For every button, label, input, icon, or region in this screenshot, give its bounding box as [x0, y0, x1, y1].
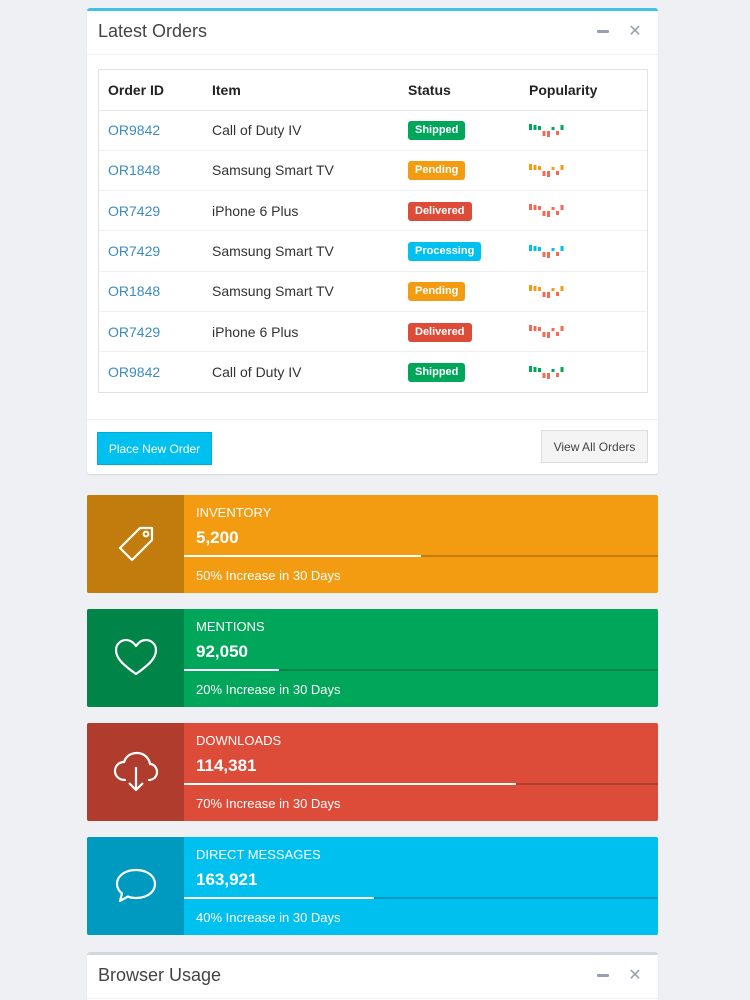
popularity-sparkline — [529, 163, 569, 179]
popularity-cell — [520, 352, 647, 392]
view-all-orders-button[interactable]: View All Orders — [541, 430, 648, 463]
progress-track — [184, 669, 658, 671]
item-cell: Samsung Smart TV — [203, 271, 399, 311]
sparkline-bar — [538, 327, 541, 331]
box-footer — [87, 419, 658, 473]
info-box-number: 163,921 — [196, 870, 258, 889]
order-id-link[interactable]: OR9842 — [108, 122, 161, 139]
sparkline-bar — [534, 125, 537, 130]
progress-bar — [184, 669, 279, 671]
status-cell — [399, 110, 520, 150]
status-badge: Pending — [408, 282, 465, 301]
table-row — [99, 191, 647, 231]
popularity-sparkline — [529, 324, 569, 340]
sparkline-bar — [534, 367, 537, 372]
status-cell — [399, 311, 520, 351]
status-badge: Shipped — [408, 363, 465, 382]
status-cell — [399, 191, 520, 231]
item-cell: Call of Duty IV — [203, 110, 399, 150]
sparkline-bar — [529, 366, 532, 372]
order-id-link[interactable]: OR7429 — [108, 202, 161, 219]
status-badge: Pending — [408, 161, 465, 180]
cloud-download-icon — [87, 723, 184, 821]
status-badge: Processing — [408, 242, 481, 261]
sparkline-bar — [561, 246, 564, 251]
tag-icon — [87, 495, 184, 593]
order-id-link[interactable]: OR9842 — [108, 364, 161, 381]
sparkline-bar — [561, 205, 564, 210]
column-header-status: Status — [399, 70, 520, 110]
sparkline-bar — [556, 171, 559, 175]
popularity-cell — [520, 231, 647, 271]
status-badge: Delivered — [408, 323, 472, 342]
info-box-inventory — [87, 495, 658, 593]
popularity-sparkline — [529, 365, 569, 381]
place-new-order-button[interactable]: Place New Order — [97, 432, 212, 465]
orders-table-wrapper — [98, 69, 648, 393]
sparkline-bar — [543, 171, 546, 176]
order-id-cell — [99, 352, 203, 392]
popularity-sparkline — [529, 123, 569, 139]
info-box-direct-messages — [87, 837, 658, 935]
order-id-cell — [99, 150, 203, 190]
info-box-number: 114,381 — [196, 756, 257, 775]
sparkline-bar — [534, 165, 537, 170]
progress-description: 70% Increase in 30 Days — [196, 796, 341, 811]
status-cell — [399, 231, 520, 271]
order-id-cell — [99, 110, 203, 150]
popularity-cell — [520, 110, 647, 150]
sparkline-bar — [552, 127, 555, 130]
column-header-item: Item — [203, 70, 399, 110]
sparkline-bar — [538, 126, 541, 130]
box-tools — [594, 966, 644, 984]
popularity-cell — [520, 150, 647, 190]
order-id-link[interactable]: OR1848 — [108, 162, 161, 179]
sparkline-bar — [556, 373, 559, 377]
info-box-downloads — [87, 723, 658, 821]
sparkline-bar — [534, 286, 537, 291]
sparkline-bar — [552, 248, 555, 251]
latest-orders-box — [87, 8, 658, 474]
sparkline-bar — [552, 328, 555, 331]
orders-table-body — [99, 110, 647, 392]
remove-button[interactable] — [626, 966, 644, 984]
item-cell: Samsung Smart TV — [203, 231, 399, 271]
sparkline-bar — [529, 245, 532, 251]
sparkline-bar — [552, 207, 555, 210]
sparkline-bar — [552, 369, 555, 372]
sparkline-bar — [529, 285, 532, 291]
box-title: Latest Orders — [98, 21, 208, 41]
sparkline-bar — [529, 164, 532, 170]
orders-table — [99, 70, 647, 392]
sparkline-bar — [547, 171, 550, 177]
progress-description: 50% Increase in 30 Days — [196, 568, 341, 583]
info-box-content — [184, 609, 658, 707]
sparkline-bar — [543, 252, 546, 257]
status-badge: Shipped — [408, 121, 465, 140]
status-cell — [399, 150, 520, 190]
order-id-cell — [99, 231, 203, 271]
info-box-content — [184, 495, 658, 593]
sparkline-bar — [561, 165, 564, 170]
browser-usage-box — [87, 952, 658, 1000]
sparkline-bar — [534, 205, 537, 210]
sparkline-bar — [538, 247, 541, 251]
status-badge: Delivered — [408, 202, 472, 221]
sparkline-bar — [556, 131, 559, 135]
order-id-link[interactable]: OR7429 — [108, 323, 161, 340]
table-row — [99, 311, 647, 351]
sparkline-bar — [543, 373, 546, 378]
sparkline-bar — [534, 246, 537, 251]
order-id-link[interactable]: OR7429 — [108, 243, 161, 260]
popularity-sparkline — [529, 203, 569, 219]
table-row — [99, 271, 647, 311]
sparkline-bar — [561, 125, 564, 130]
info-box-label: DIRECT MESSAGES — [196, 847, 321, 862]
sparkline-bar — [543, 211, 546, 216]
sparkline-bar — [538, 206, 541, 210]
sparkline-bar — [561, 286, 564, 291]
info-box-label: MENTIONS — [196, 619, 265, 634]
popularity-cell — [520, 311, 647, 351]
item-cell: iPhone 6 Plus — [203, 311, 399, 351]
info-box-label: DOWNLOADS — [196, 733, 282, 748]
item-cell: Samsung Smart TV — [203, 150, 399, 190]
progress-track — [184, 897, 658, 899]
box-header — [87, 11, 658, 55]
order-id-cell — [99, 191, 203, 231]
sparkline-bar — [547, 292, 550, 298]
progress-bar — [184, 897, 374, 899]
box-title: Browser Usage — [98, 965, 222, 985]
item-cell: Call of Duty IV — [203, 352, 399, 392]
progress-bar — [184, 555, 421, 557]
remove-button[interactable] — [626, 22, 644, 40]
status-cell — [399, 352, 520, 392]
column-header-order-id: Order ID — [99, 70, 203, 110]
close-icon: ✕ — [628, 967, 642, 984]
sparkline-bar — [552, 288, 555, 291]
sparkline-bar — [529, 204, 532, 210]
progress-description: 20% Increase in 30 Days — [196, 682, 341, 697]
sparkline-bar — [538, 287, 541, 291]
progress-track — [184, 783, 658, 785]
table-row — [99, 150, 647, 190]
info-box-content — [184, 837, 658, 935]
sparkline-bar — [534, 326, 537, 331]
collapse-button[interactable] — [594, 22, 612, 40]
popularity-cell — [520, 191, 647, 231]
close-icon: ✕ — [628, 23, 642, 40]
sparkline-bar — [547, 211, 550, 217]
dashboard-column — [82, 0, 664, 1000]
info-box-number: 92,050 — [196, 642, 248, 661]
sparkline-bar — [543, 131, 546, 136]
progress-description: 40% Increase in 30 Days — [196, 910, 341, 925]
popularity-sparkline — [529, 284, 569, 300]
table-header-row — [99, 70, 647, 110]
order-id-cell — [99, 271, 203, 311]
minus-icon — [597, 30, 609, 33]
info-box-number: 5,200 — [196, 528, 239, 547]
sparkline-bar — [547, 332, 550, 338]
item-cell: iPhone 6 Plus — [203, 191, 399, 231]
collapse-button[interactable] — [594, 966, 612, 984]
sparkline-bar — [561, 367, 564, 372]
info-box-label: INVENTORY — [196, 505, 272, 520]
sparkline-bar — [547, 373, 550, 379]
info-box-mentions — [87, 609, 658, 707]
info-box-content — [184, 723, 658, 821]
order-id-link[interactable]: OR1848 — [108, 283, 161, 300]
chat-bubble-icon — [87, 837, 184, 935]
box-tools — [594, 22, 644, 40]
status-cell — [399, 271, 520, 311]
sparkline-bar — [561, 326, 564, 331]
sparkline-bar — [543, 332, 546, 337]
table-row — [99, 110, 647, 150]
sparkline-bar — [538, 368, 541, 372]
column-header-popularity: Popularity — [520, 70, 647, 110]
table-row — [99, 231, 647, 271]
sparkline-bar — [556, 211, 559, 215]
table-row — [99, 352, 647, 392]
sparkline-bar — [556, 292, 559, 296]
popularity-sparkline — [529, 244, 569, 260]
sparkline-bar — [547, 131, 550, 137]
popularity-cell — [520, 271, 647, 311]
sparkline-bar — [556, 332, 559, 336]
minus-icon — [597, 974, 609, 977]
sparkline-bar — [529, 124, 532, 130]
box-header — [87, 955, 658, 999]
sparkline-bar — [543, 292, 546, 297]
progress-bar — [184, 783, 516, 785]
sparkline-bar — [538, 166, 541, 170]
sparkline-bar — [547, 252, 550, 258]
progress-track — [184, 555, 658, 557]
order-id-cell — [99, 311, 203, 351]
sparkline-bar — [529, 325, 532, 331]
heart-icon — [87, 609, 184, 707]
sparkline-bar — [552, 167, 555, 170]
sparkline-bar — [556, 252, 559, 256]
